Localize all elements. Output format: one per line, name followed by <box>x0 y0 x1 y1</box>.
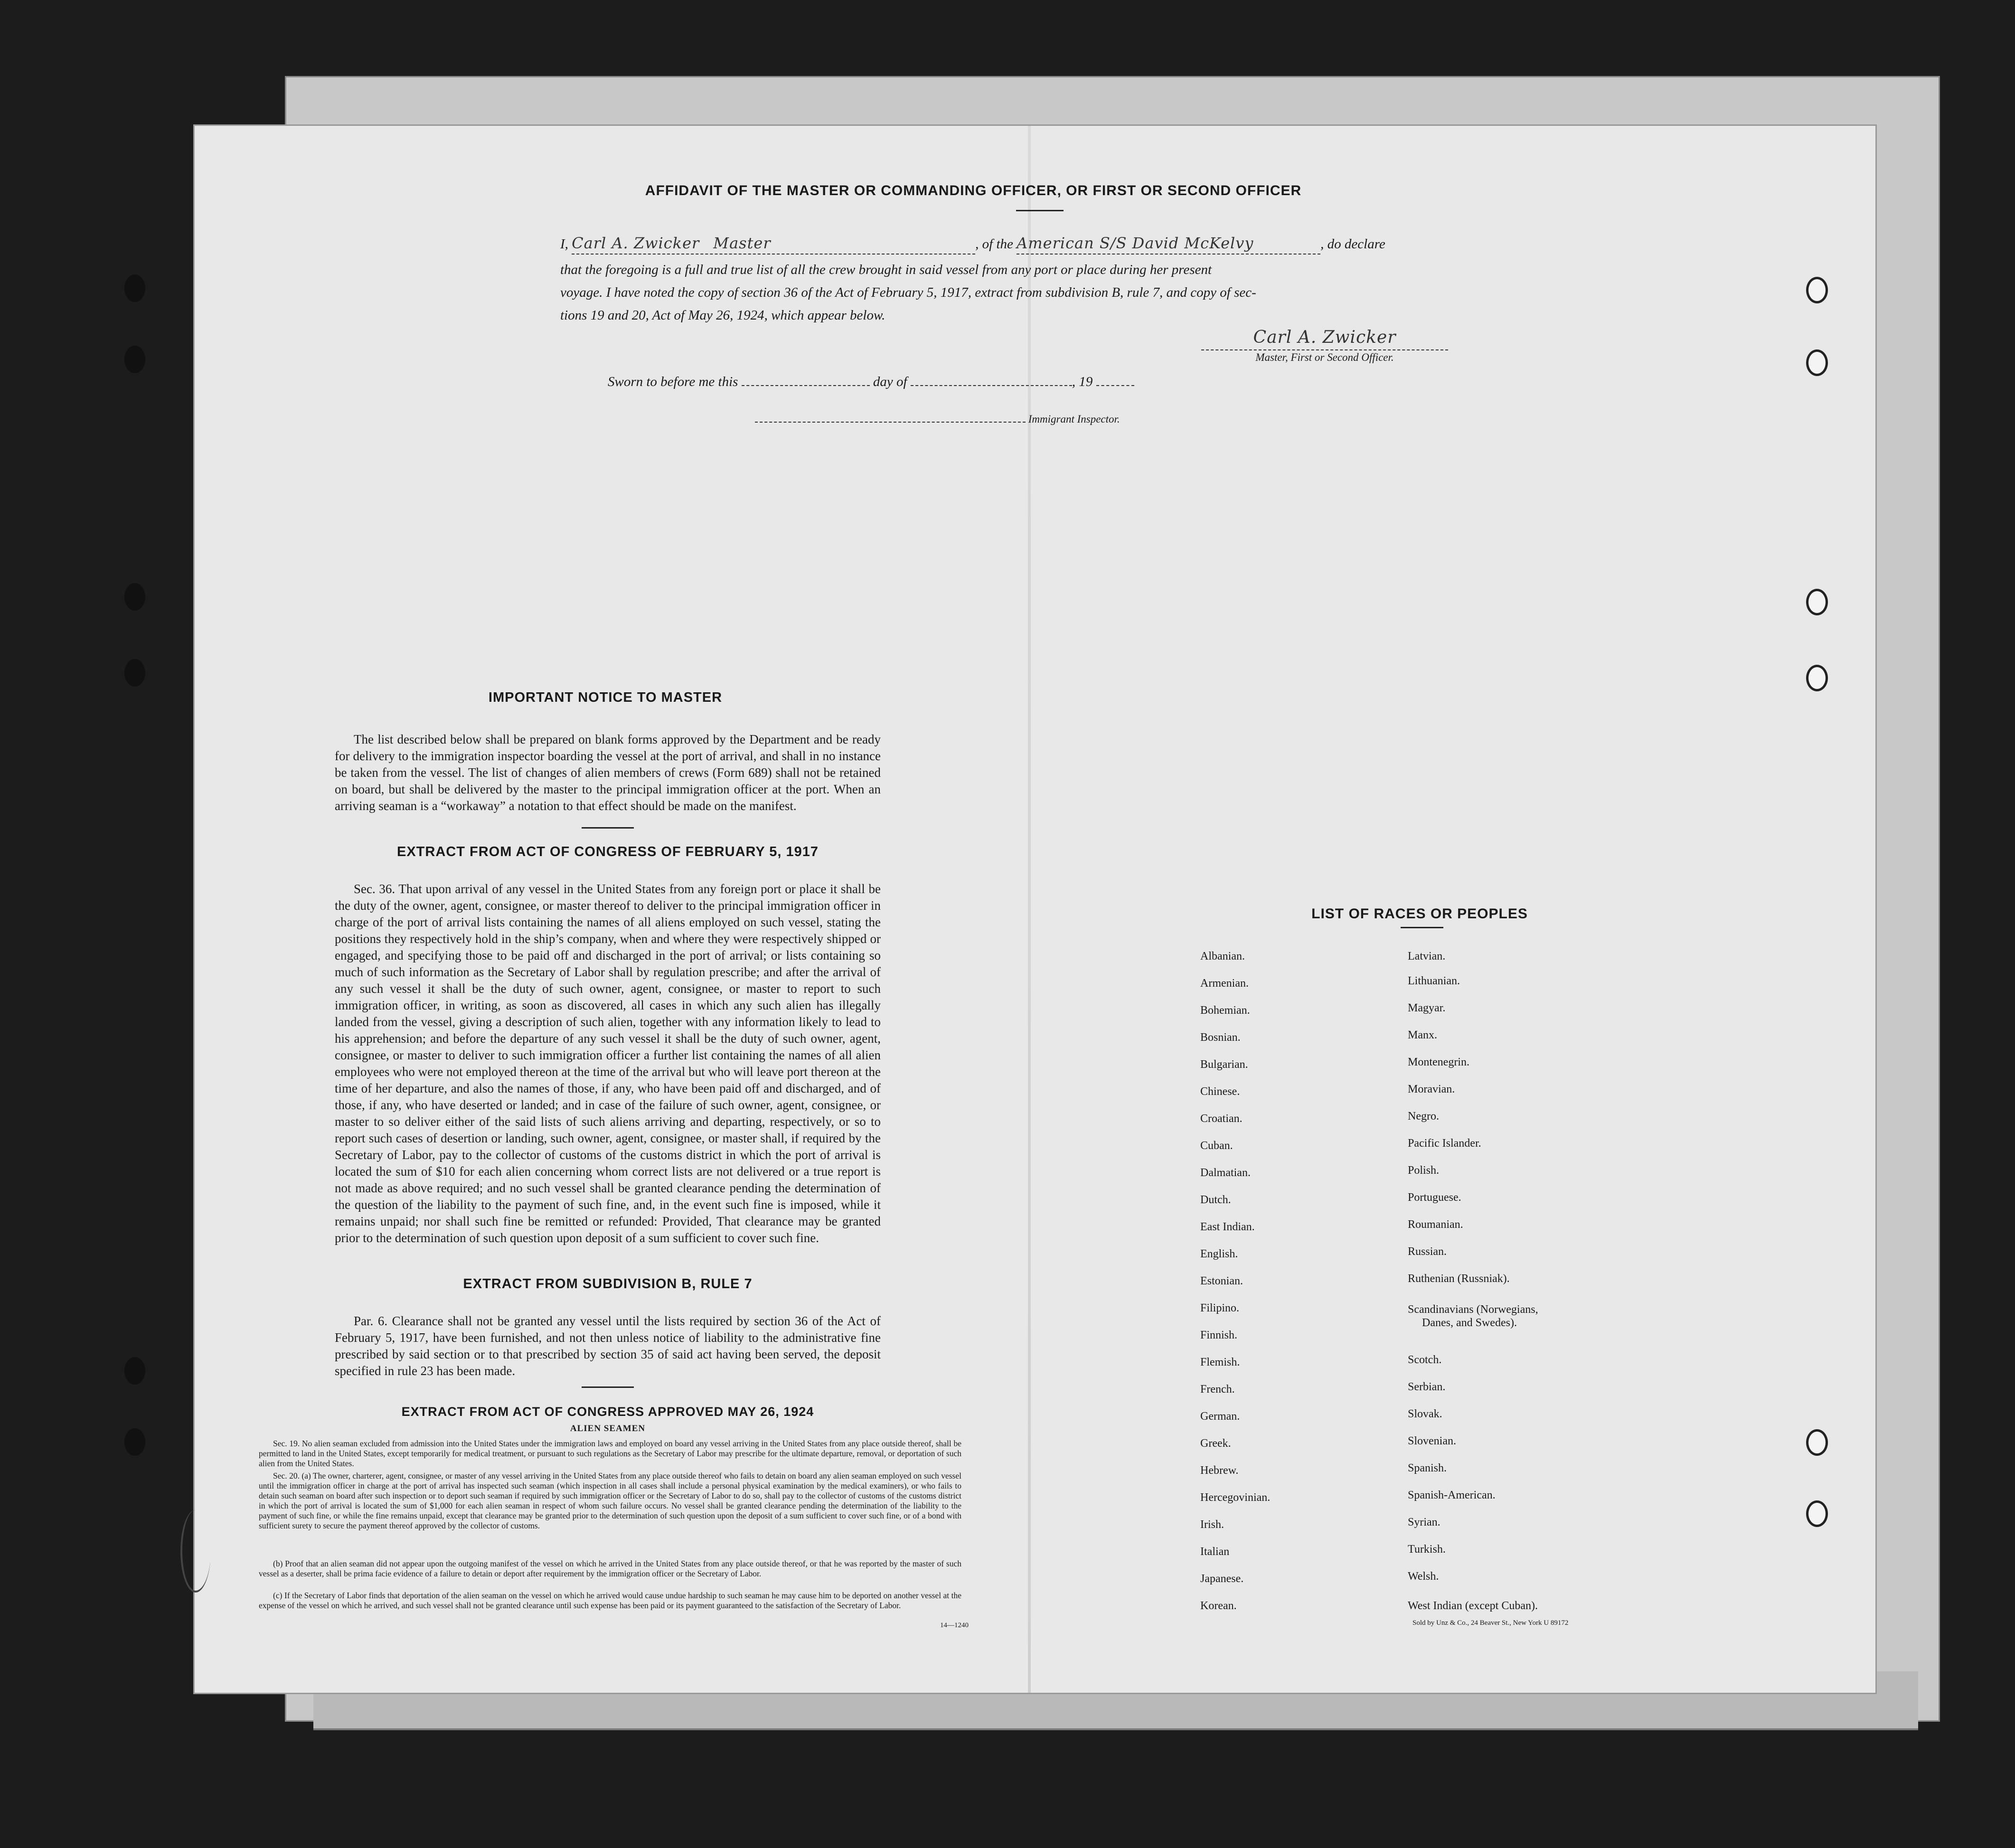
race-item: Welsh. <box>1408 1570 1439 1583</box>
race-item: Irish. <box>1200 1518 1224 1531</box>
punch-hole <box>1806 1500 1828 1527</box>
sworn-month-blank <box>911 385 1072 386</box>
sworn-day-label: day of <box>873 374 907 389</box>
race-item: Dalmatian. <box>1200 1167 1251 1179</box>
race-item: Estonian. <box>1200 1275 1243 1287</box>
rule7-text: Par. 6. Clearance shall not be granted any vessel until the lists required by section 36 of the Act of February 5, 1917, have been furnished, and not then unless notice of liability to the administrative fine prescribed by said section or to that prescribed by section 35 of said act having been served, the deposit specified in rule 23 has been made. <box>335 1314 881 1378</box>
race-item: Serbian. <box>1408 1381 1446 1393</box>
page-fold <box>1028 126 1031 1693</box>
extract-1917-text: Sec. 36. That upon arrival of any vessel in the United States from any foreign port or place it shall be the duty of the owner, agent, consignee, or master thereof to deliver to the principal immigration officer in charge of the port of arrival lists containing the names of all aliens employed on such vessel, stating the positions they respectively hold in the ship’s company, when and where they were respectively shipped or engaged, and specifying those to be paid off and discharged in the port of arrival; or lists containing so much of such information as the Secretary of Labor shall by regulation prescribe; and after the arrival of any such vessel it shall be the duty of such owner, agent, consignee, or master to report to such immigration officer, in writing, as soon as discovered, all cases in which any such alien has illegally landed from the vessel, giving a description of such alien, together with any information likely to lead to his apprehension; and before the departure of any such vessel it shall be the duty of such owner, agent, consignee, or master to deliver to such immigration officer a further list containing the names of all alien employees who were not employed thereon at the time of the arrival but who will leave port thereon at the time of her departure, and also the names of those, if any, who have been paid off and discharged, and of those, if any, who have deserted or landed; and in case of the failure of such owner, agent, consignee, or master to so deliver either of the said lists of such aliens arriving and departing, respectively, or so to report such cases of desertion or landing, such owner, agent, consignee, or master shall, if required by the Secretary of Labor, pay to the collector of customs of the customs district in which the port of arrival is located the sum of $10 for each alien concerning whom correct lists are not delivered or a true report is not made as above required; and no such vessel shall be granted clearance pending the determination of the question of the liability to the payment of such fine, and, in the event such fine is imposed, while it remains unpaid; nor shall such fine be remitted or refunded: Provided, That clearance may be granted prior to the determination of such question upon deposit of a sum sufficient to cover such fine. <box>335 882 881 1245</box>
race-item: Syrian. <box>1408 1516 1441 1528</box>
race-item: Cuban. <box>1200 1140 1233 1152</box>
sworn-year-blank <box>1096 385 1134 386</box>
vessel-name: American S/S David McKelvy <box>1017 234 1254 252</box>
extract-1924-heading: EXTRACT FROM ACT OF CONGRESS APPROVED MAY 26, 1924 <box>401 1405 814 1419</box>
race-item: Dutch. <box>1200 1194 1231 1206</box>
race-item: Negro. <box>1408 1110 1439 1122</box>
vessel-field <box>1017 234 1320 255</box>
section-divider <box>582 1386 634 1388</box>
race-item: Pacific Islander. <box>1408 1137 1481 1150</box>
race-item: Bohemian. <box>1200 1004 1250 1017</box>
race-item: Croatian. <box>1200 1113 1243 1125</box>
sec20a-text: Sec. 20. (a) The owner, charterer, agent, consignee, or master of any vessel arriving in the United States from any place outside thereof who fails to detain on board any alien seaman employed on such vessel until the immigration officer in charge at the port of arrival has inspected such seaman (which inspection in all cases shall include a personal physical examination by the medical examiners), or who fails to detain such seaman on board after such inspection or to deport such seaman if required by such immigration officer or the Secretary of Labor to do so, shall pay to the collector of customs of the customs district in which the port of arrival is located the sum of $1,000 for each alien seaman in respect of whom such failure occurs. No vessel shall be granted clearance pending the determination of the liability to the payment of such fine, or while the fine remains unpaid, except that clearance may be granted prior to the determination of such question upon the deposit of a sum sufficient to cover such fine, or of a bond with sufficient surety to secure the payment thereof approved by the collector of customs. <box>259 1471 961 1530</box>
punch-hole <box>1806 349 1828 376</box>
affidavit-text-line: tions 19 and 20, Act of May 26, 1924, which appear below. <box>560 308 885 323</box>
inspector-caption: Immigrant Inspector. <box>1028 413 1120 425</box>
race-item: Polish. <box>1408 1164 1440 1177</box>
race-item: Hercegovinian. <box>1200 1491 1271 1504</box>
punch-hole <box>1806 589 1828 615</box>
race-item: Manx. <box>1408 1029 1437 1041</box>
race-item: Bulgarian. <box>1200 1058 1248 1071</box>
inspector-line <box>755 413 1182 425</box>
declarant-field <box>572 234 975 255</box>
sworn-date-blank <box>742 385 870 386</box>
sec19-text: Sec. 19. No alien seaman excluded from admission into the United States under the immigration laws and employed on board any vessel arriving in the United States from any place outside thereof, shall be permitted to land in the United States, except temporarily for medical treatment, or pursuant to such regulations as the Secretary of Labor may prescribe for the ultimate departure, removal, or deportation of such alien from the United States. <box>259 1439 961 1468</box>
race-item: Danes, and Swedes). <box>1422 1317 1517 1329</box>
inspector-signature-blank <box>755 422 1026 423</box>
affidavit-divider <box>1016 210 1064 211</box>
races-title: LIST OF RACES OR PEOPLES <box>1311 906 1528 922</box>
punch-hole <box>124 1357 145 1385</box>
race-item: Latvian. <box>1408 950 1446 962</box>
race-item: Armenian. <box>1200 977 1249 990</box>
sworn-prefix: Sworn to before me this <box>608 374 738 389</box>
alien-seamen-subheading: ALIEN SEAMEN <box>570 1424 646 1433</box>
race-item: French. <box>1200 1383 1235 1395</box>
form-number: 14—1240 <box>940 1622 969 1629</box>
race-item: Turkish. <box>1408 1543 1446 1556</box>
affidavit-text-line: that the foregoing is a full and true list of all the crew brought in said vessel from any port or place during her present <box>560 262 1212 277</box>
signature-caption: Master, First or Second Officer. <box>1255 351 1394 363</box>
punch-hole <box>124 274 145 302</box>
race-item: Scotch. <box>1408 1354 1442 1366</box>
affidavit-declaration-line <box>560 234 1481 255</box>
race-item: Ruthenian (Russniak). <box>1408 1273 1510 1285</box>
punch-hole <box>124 659 145 687</box>
declarant-rank: Master <box>713 234 771 252</box>
sworn-year-label: , 19 <box>1072 374 1093 389</box>
declaration-prefix: I, <box>560 236 568 252</box>
affidavit-text-line: voyage. I have noted the copy of section 36 of the Act of February 5, 1917, extract from subdivision B, rule 7, and copy of sec- <box>560 285 1256 300</box>
race-item: Japanese. <box>1200 1573 1244 1585</box>
race-item: Filipino. <box>1200 1302 1240 1314</box>
race-item: Albanian. <box>1200 950 1245 962</box>
punch-hole <box>1806 277 1828 303</box>
race-item: East Indian. <box>1200 1221 1255 1233</box>
race-item: Spanish-American. <box>1408 1489 1496 1501</box>
race-item: Montenegrin. <box>1408 1056 1469 1068</box>
punch-hole <box>1806 665 1828 691</box>
pen-mark <box>180 1510 211 1593</box>
race-item: Scandinavians (Norwegians, <box>1408 1303 1538 1316</box>
race-item: Slovenian. <box>1408 1435 1456 1447</box>
declaration-suffix: , do declare <box>1320 236 1385 252</box>
race-item: Greek. <box>1200 1437 1231 1450</box>
punch-hole <box>124 583 145 611</box>
master-signature: Carl A. Zwicker <box>1201 328 1448 350</box>
race-item: Moravian. <box>1408 1083 1455 1095</box>
race-item: Chinese. <box>1200 1085 1240 1098</box>
race-item: Korean. <box>1200 1600 1237 1612</box>
race-item: English. <box>1200 1248 1238 1260</box>
race-item: Italian <box>1200 1546 1230 1558</box>
race-item: Bosnian. <box>1200 1031 1241 1044</box>
punch-hole <box>124 346 145 373</box>
race-item: West Indian (except Cuban). <box>1408 1600 1538 1612</box>
punch-hole <box>1806 1429 1828 1456</box>
declarant-name: Carl A. Zwicker <box>572 234 700 252</box>
race-item: Hebrew. <box>1200 1464 1239 1477</box>
affidavit-title: AFFIDAVIT OF THE MASTER OR COMMANDING OFFICER, OR FIRST OR SECOND OFFICER <box>645 183 1302 198</box>
sec20b-text: (b) Proof that an alien seaman did not appear upon the outgoing manifest of the vessel on which he arrived in the United States from any place outside thereof, or that he was reported by the master of such vessel as a deserter, shall be prima facie evidence of a failure to detain or deport after requirement by the immigration officer or the Secretary of Labor. <box>259 1559 961 1578</box>
race-item: Portuguese. <box>1408 1191 1461 1204</box>
race-item: Slovak. <box>1408 1408 1442 1420</box>
race-item: Lithuanian. <box>1408 975 1460 987</box>
notice-heading: IMPORTANT NOTICE TO MASTER <box>488 690 723 705</box>
notice-text: The list described below shall be prepared on blank forms approved by the Department and be ready for delivery to the immigration inspector boarding the vessel at the port of arrival, and shall in no instance be taken from the vessel. The list of changes of alien members of crews (Form 689) shall not be retained on board, but shall be delivered by the master to the principal immigration officer at the port. When an arriving seaman is a “workaway” a notation to that effect should be made on the manifest. <box>335 732 881 813</box>
declaration-mid: , of the <box>975 236 1013 252</box>
race-item: German. <box>1200 1410 1240 1423</box>
punch-hole <box>124 1428 145 1456</box>
race-item: Flemish. <box>1200 1356 1240 1368</box>
extract-1917-heading: EXTRACT FROM ACT OF CONGRESS OF FEBRUARY 5, 1917 <box>396 844 819 859</box>
race-item: Spanish. <box>1408 1462 1447 1474</box>
race-item: Finnish. <box>1200 1329 1238 1341</box>
race-item: Russian. <box>1408 1245 1447 1258</box>
race-item: Magyar. <box>1408 1002 1446 1014</box>
section-divider <box>582 827 634 829</box>
rule7-heading: EXTRACT FROM SUBDIVISION B, RULE 7 <box>463 1276 753 1292</box>
printer-imprint: Sold by Unz & Co., 24 Beaver St., New York U 89172 <box>1412 1619 1569 1627</box>
races-divider <box>1401 927 1443 928</box>
sworn-line <box>608 374 1272 390</box>
race-item: Roumanian. <box>1408 1218 1463 1231</box>
sec20c-text: (c) If the Secretary of Labor finds that deportation of the alien seaman on the vessel on which he arrived would cause undue hardship to such seaman he may cause him to be deported on another vessel at the expense of the vessel on which he arrived, and such vessel shall not be granted clearance until such expense has been paid or its payment guaranteed to the satisfaction of the Secretary of Labor. <box>259 1591 961 1610</box>
